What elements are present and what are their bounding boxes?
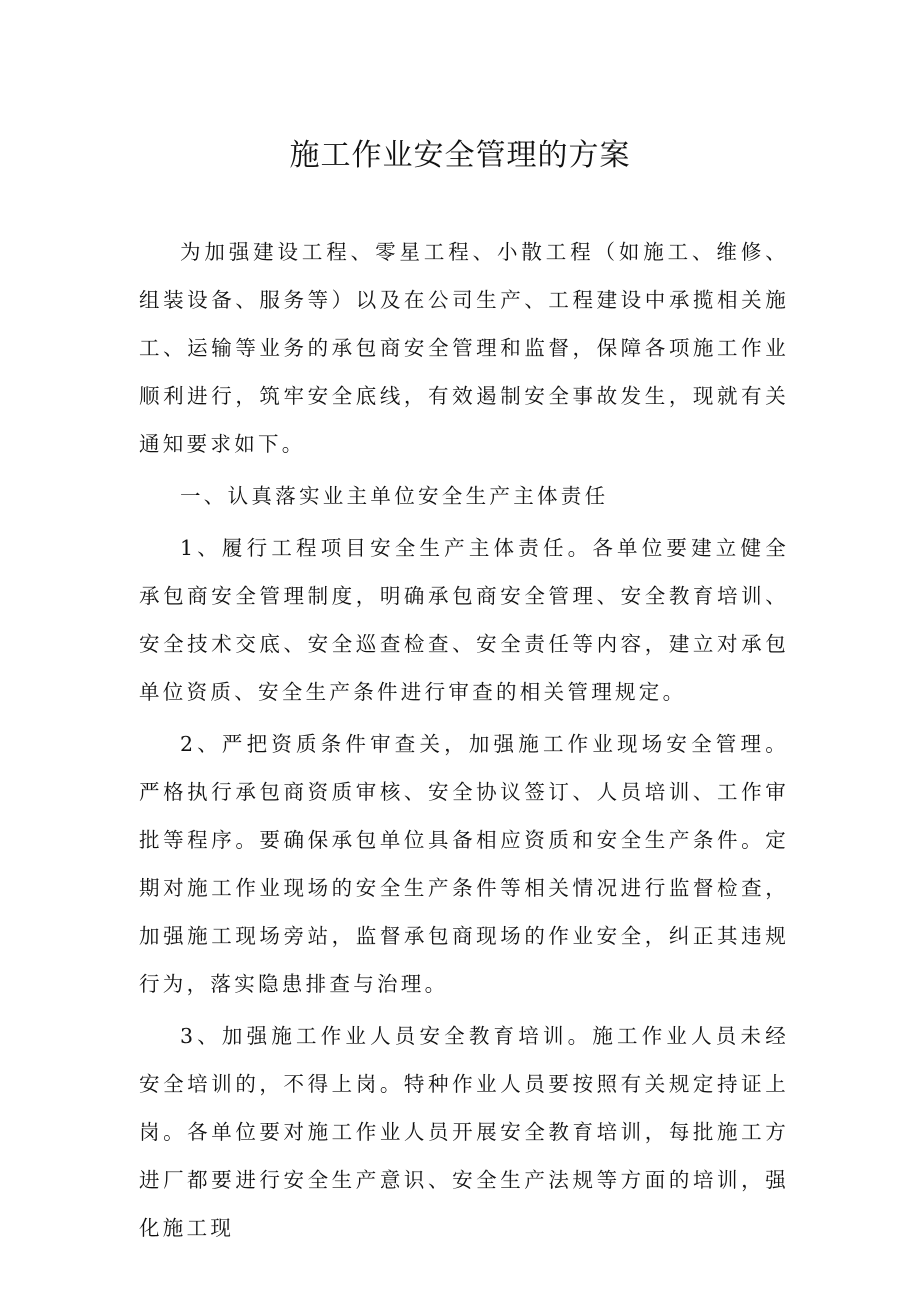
section-heading-1: 一、认真落实业主单位安全生产主体责任 — [180, 484, 609, 508]
paragraph-item-2: 2、严把资质条件审查关，加强施工作业现场安全管理。严格执行承包商资质审核、安全协议签订、人员培训、工作审批等程序。要确保承包单位具备相应资质和安全生产条件。定期对施工作业现场的安全生产条件等相关情况进行监督检查，加强施工现场旁站，监督承包商现场的作业安全，纠正其违规行为，落实隐患排查与治理。 — [139, 732, 789, 996]
paragraph-item-3: 3、加强施工作业人员安全教育培训。施工作业人员未经安全培训的，不得上岗。特种作业人员要按照有关规定持证上岗。各单位要对施工作业人员开展安全教育培训，每批施工方进厂都要进行安全生产意识、安全生产法规等方面的培训，强化施工现 — [139, 1024, 789, 1240]
paragraph-item-1: 1、履行工程项目安全生产主体责任。各单位要建立健全承包商安全管理制度，明确承包商安全管理、安全教育培训、安全技术交底、安全巡查检查、安全责任等内容，建立对承包单位资质、安全生产条件进行审查的相关管理规定。 — [139, 536, 789, 704]
intro-paragraph: 为加强建设工程、零星工程、小散工程（如施工、维修、组装设备、服务等）以及在公司生产、工程建设中承揽相关施工、运输等业务的承包商安全管理和监督，保障各项施工作业顺利进行，筑牢安全底线，有效遏制安全事故发生，现就有关通知要求如下。 — [139, 240, 789, 456]
document-body — [139, 228, 789, 1252]
document-title: 施工作业安全管理的方案 — [289, 138, 631, 173]
